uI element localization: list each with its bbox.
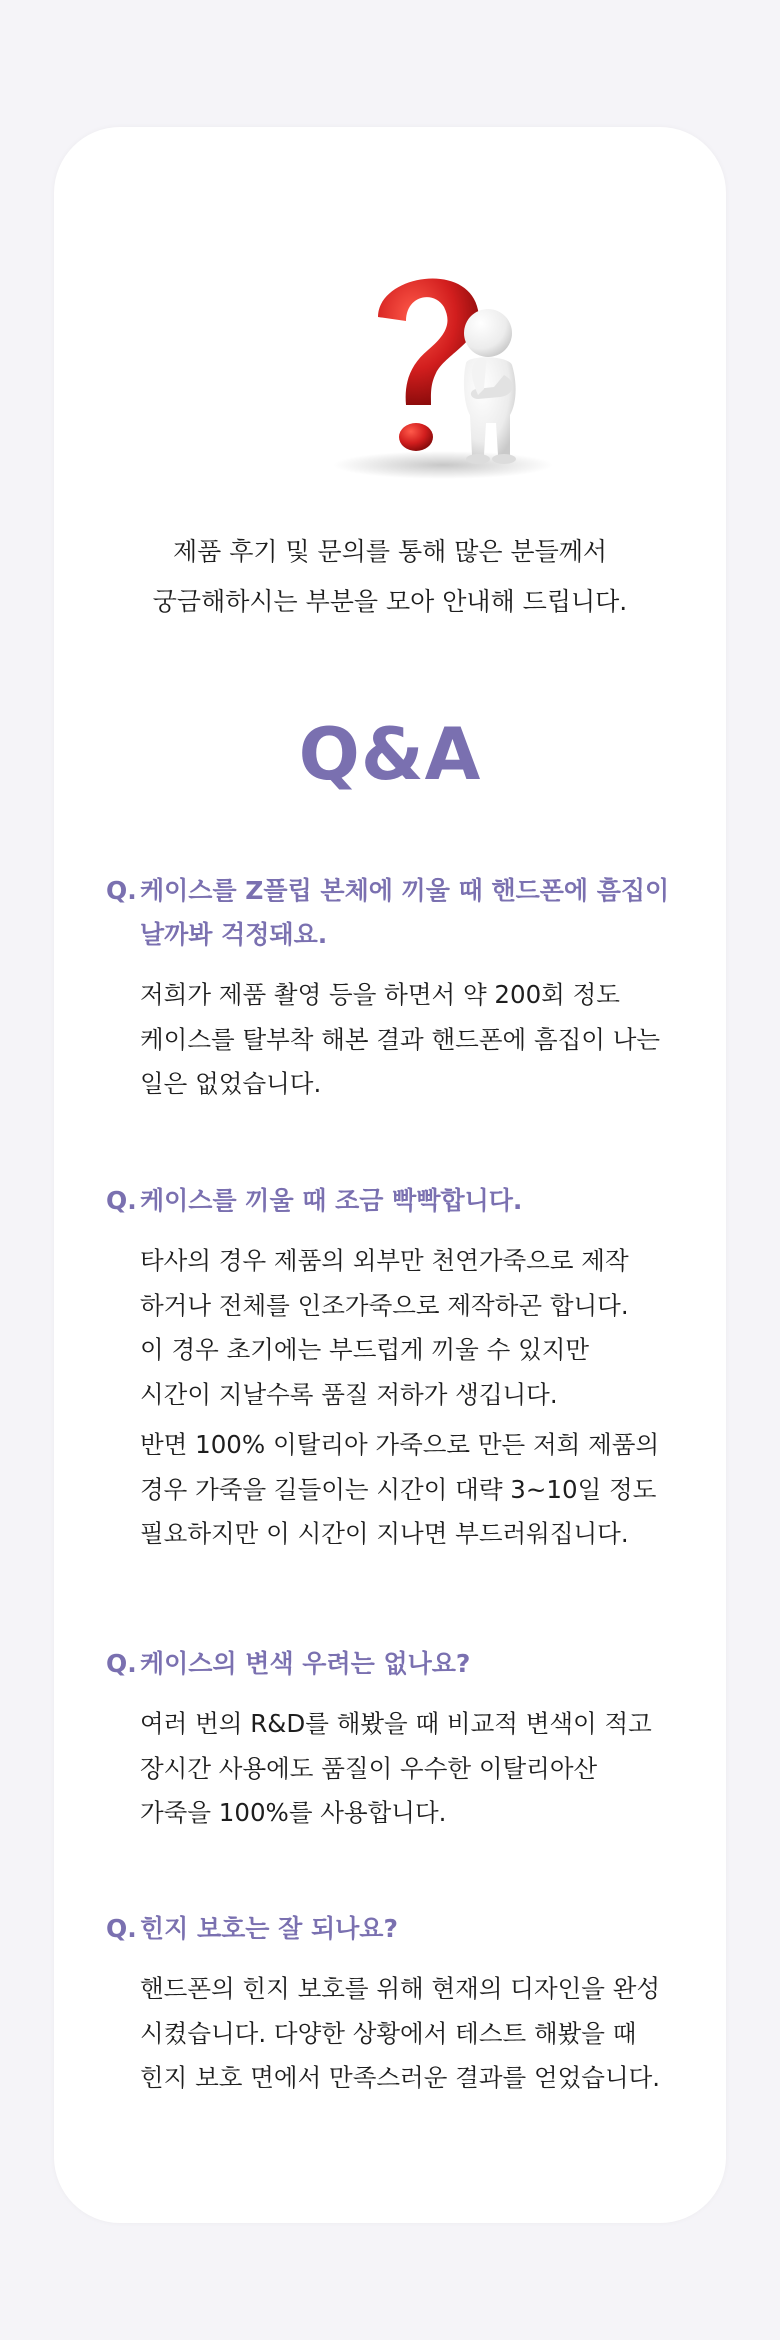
- answer-line: 이 경우 초기에는 부드럽게 끼울 수 있지만: [140, 1335, 590, 1364]
- question-text: 케이스의 변색 우려는 없나요?: [140, 1649, 471, 1678]
- answer-line: 힌지 보호 면에서 만족스러운 결과를 얻었습니다.: [140, 2063, 661, 2092]
- faq-question: [106, 869, 696, 957]
- answer-line: 시켰습니다. 다양한 상황에서 테스트 해봤을 때: [140, 2018, 637, 2048]
- answer-line: 케이스를 탈부착 해본 결과 핸드폰에 흠집이 나는: [140, 1024, 661, 1054]
- answer-line: 타사의 경우 제품의 외부만 천연가죽으로 제작: [140, 1246, 629, 1275]
- question-mark-figure-icon: [318, 255, 568, 495]
- q-mark: Q.: [106, 876, 137, 905]
- content-card: [54, 127, 726, 2223]
- answer-line: 경우 가죽을 길들이는 시간이 대략 3~10일 정도: [140, 1474, 657, 1504]
- intro-line: 궁금해하시는 부분을 모아 안내해 드립니다.: [152, 587, 628, 616]
- page-title: Q&A: [298, 712, 482, 796]
- faq-question: [106, 1907, 696, 1951]
- intro-text: [54, 527, 726, 627]
- intro-line: 제품 후기 및 문의를 통해 많은 분들께서: [172, 537, 608, 566]
- faq-answer: [106, 1702, 696, 1836]
- faq-item: [106, 1642, 696, 1836]
- answer-line: 핸드폰의 힌지 보호를 위해 현재의 디자인을 완성: [140, 1974, 661, 2003]
- answer-line: 필요하지만 이 시간이 지나면 부드러워집니다.: [140, 1519, 629, 1548]
- faq-answer: [106, 1239, 696, 1557]
- faq-item: [106, 1179, 696, 1557]
- faq-question: [106, 1179, 696, 1223]
- answer-line: 장시간 사용에도 품질이 우수한 이탈리아산: [140, 1753, 598, 1783]
- answer-line: 여러 번의 R&D를 해봤을 때 비교적 변색이 적고: [140, 1709, 652, 1738]
- answer-line: 반면 100% 이탈리아 가죽으로 만든 저희 제품의: [140, 1430, 660, 1459]
- faq-item: [106, 869, 696, 1107]
- answer-line: 시간이 지날수록 품질 저하가 생깁니다.: [140, 1379, 558, 1409]
- q-mark: Q.: [106, 1186, 137, 1215]
- faq-item: [106, 1907, 696, 2101]
- faq-question: [106, 1642, 696, 1686]
- answer-line: 하거나 전체를 인조가죽으로 제작하곤 합니다.: [140, 1290, 629, 1320]
- answer-line: 저희가 제품 촬영 등을 하면서 약 200회 정도: [140, 980, 620, 1009]
- question-text: 케이스를 끼울 때 조금 빡빡합니다.: [140, 1186, 523, 1215]
- q-mark: Q.: [106, 1649, 137, 1678]
- question-text: 힌지 보호는 잘 되나요?: [140, 1914, 398, 1943]
- faq-answer: [106, 1967, 696, 2101]
- question-text: 케이스를 Z플립 본체에 끼울 때 핸드폰에 흠집이 날까봐 걱정돼요.: [140, 876, 670, 949]
- answer-line: 일은 없었습니다.: [140, 1069, 322, 1098]
- answer-line: 가죽을 100%를 사용합니다.: [140, 1798, 447, 1827]
- q-mark: Q.: [106, 1914, 137, 1943]
- faq-answer: [106, 973, 696, 1107]
